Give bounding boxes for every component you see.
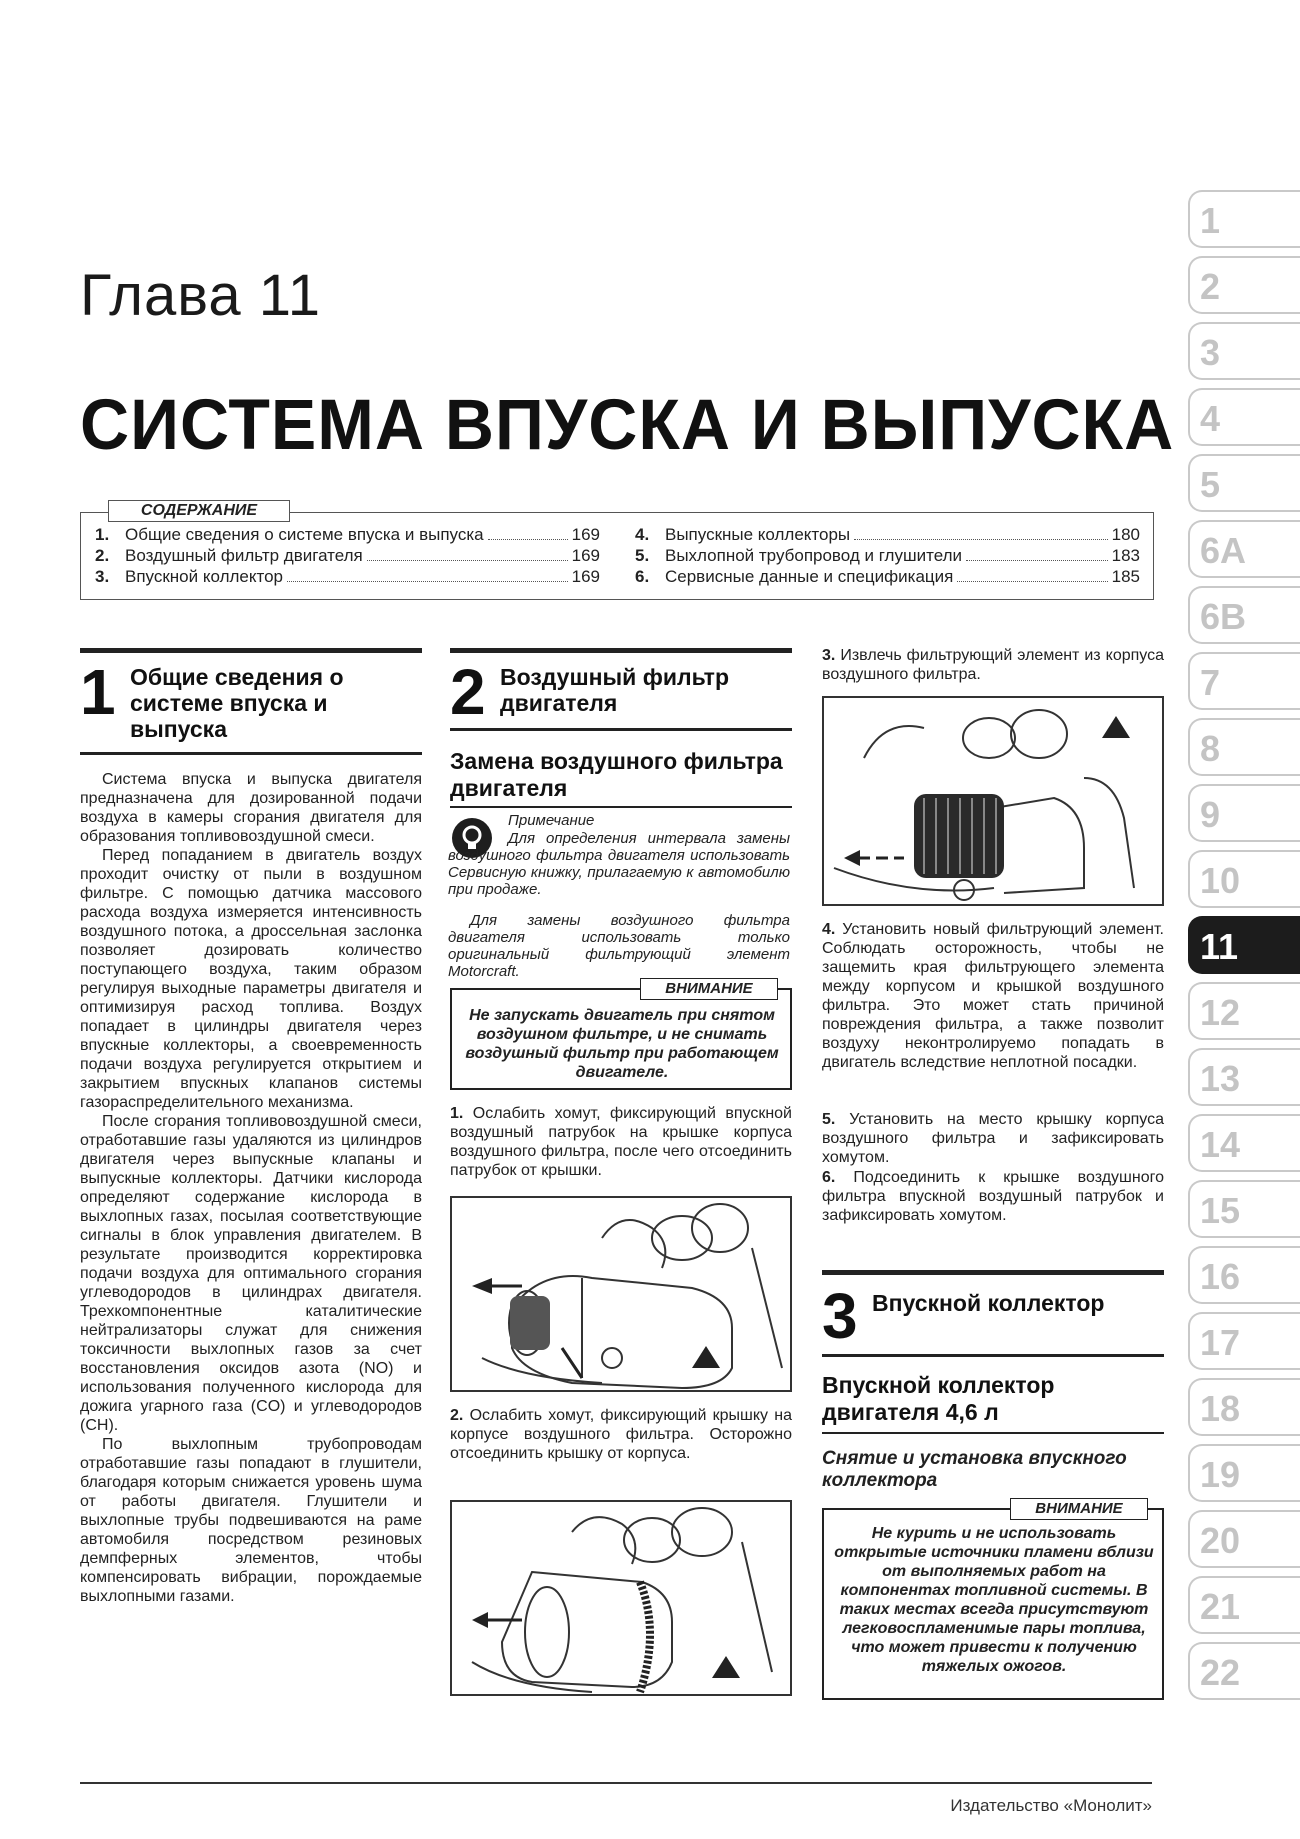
toc-entry-page: 185 (1111, 567, 1140, 586)
chapter-tab[interactable]: 1 (1188, 190, 1300, 248)
paragraph: Перед попаданием в двигатель воздух проходит очистку от пыли в воздушном фильтре. С помощью датчика массового расхода воздуха измеряется интенсивность воздушного потока, а дроссельная заслонка позволяет дозировать количество поступающего воздуха, таким образом регулируя выходные параметры двигателя и оптимизируя расход топлива. Воздух попадает в цилиндры двигателя через впускные коллекторы, а своевременность подачи воздуха регулируется открытием и закрытием впускных клапанов системы газораспределительного механизма. (80, 847, 422, 1111)
section-number: 3 (822, 1280, 858, 1352)
step-text: Установить новый фильтрующий элемент. Соблюдать осторожность, чтобы не защемить края фильтрующего элемента между корпусом и крышкой воздушного фильтра. Это может стать причиной повреждения фильтра, а также позволит воздуху неконтролируемо попадать в двигатель вследствие неплотной посадки. (822, 921, 1164, 1071)
chapter-tab[interactable]: 20 (1188, 1510, 1300, 1568)
subsection-rule (822, 1432, 1164, 1434)
subsection-rule (450, 806, 792, 808)
toc-entry-number: 6. (635, 567, 650, 586)
step-text: Ослабить хомут, фиксирующий крышку на корпусе воздушного фильтра. Осторожно отсоединить крышку от корпуса. (450, 1407, 793, 1462)
toc-entry-page: 180 (1111, 525, 1140, 544)
paragraph: После сгорания топливовоздушной смеси, отработавшие газы удаляются из цилиндров двигателя через выпускные клапаны и выпускные коллекторы. Датчики кислорода определяют содержание кислорода в выхлопных газах, посылая соответствующие сигналы в блок управления двигателем. В результате производится корректировка подачи воздуха для оптимального сгорания углеводородов в цилиндрах двигателя. Трехкомпонентные каталитические нейтрализаторы служат для снижения токсичности выхлопных газов за счет восстановления оксидов азота (NO) и использования полученного кислорода для дожига угарного газа (CO) и углеводородов (CH). (80, 1113, 422, 1434)
chapter-tab[interactable]: 5 (1188, 454, 1300, 512)
toc-entry-number: 5. (635, 546, 650, 565)
toc-entry-title: Воздушный фильтр двигателя (125, 546, 363, 565)
toc-entry-page: 169 (571, 525, 600, 544)
toc-entry-number: 3. (95, 567, 110, 586)
step-1 (450, 1104, 792, 1180)
step-number: 5. (822, 1111, 836, 1128)
step-text: Извлечь фильтрующий элемент из корпуса воздушного фильтра. (822, 647, 1164, 683)
note-text: Для замены воздушного фильтра двигателя использовать только оригинальный фильтрующий элемент Motorcraft. (448, 912, 790, 980)
chapter-tab[interactable]: 2 (1188, 256, 1300, 314)
step-6 (822, 1168, 1164, 1225)
toc-right-column (635, 524, 1140, 587)
section-rule (80, 648, 422, 653)
toc-entry-page: 169 (571, 567, 600, 586)
section-number: 2 (450, 656, 486, 728)
toc-entry-number: 2. (95, 546, 110, 565)
publisher: Издательство «Монолит» (950, 1796, 1152, 1815)
section-title: Общие сведения о системе впуска и выпуска (130, 664, 344, 742)
paragraph: По выхлопным трубопроводам отработавшие газы попадают в глушители, благодаря которым снижается уровень шума от работы двигателя. Глушители и выхлопные трубы подвешиваются на раме автомобиля посредством резиновых демпферных элементов, чтобы компенсировать вибрации, порождаемые выхлопными газами. (80, 1436, 422, 1605)
chapter-tab[interactable]: 22 (1188, 1642, 1300, 1700)
chapter-tab[interactable]: 17 (1188, 1312, 1300, 1370)
step-number: 4. (822, 921, 836, 938)
subsubsection-title: Снятие и установка впускного коллектора (822, 1448, 1127, 1491)
subsection-title: Впускной коллектор двигателя 4,6 л (822, 1372, 1055, 1425)
chapter-tab[interactable]: 12 (1188, 982, 1300, 1040)
step-text: Ослабить хомут, фиксирующий впускной воздушный патрубок на крышке корпуса воздушного фильтра, после чего отсоединить патрубок от крышки. (450, 1105, 792, 1179)
step-3 (822, 646, 1164, 684)
warning-label: ВНИМАНИЕ (640, 978, 778, 1000)
step-5 (822, 1110, 1164, 1167)
section-title: Воздушный фильтр двигателя (500, 664, 730, 716)
warning-label: ВНИМАНИЕ (1010, 1498, 1148, 1520)
toc-entry[interactable] (95, 566, 600, 587)
toc-entry-page: 183 (1111, 546, 1140, 565)
figure-filter-cover-removal (450, 1500, 792, 1696)
warning-text: Не курить и не использовать открытые источники пламени вблизи от выполняемых работ на компонентах топливной системы. В таких местах всегда присутствуют легковоспламенимые пары топлива, что может привести к получению тяжелых ожогов. (834, 1525, 1154, 1675)
toc-entry-number: 4. (635, 525, 650, 544)
section-rule (80, 752, 422, 755)
step-number: 2. (450, 1407, 464, 1424)
chapter-tab[interactable]: 6A (1188, 520, 1300, 578)
step-number: 1. (450, 1105, 464, 1122)
toc-left-column (95, 524, 600, 587)
chapter-tab[interactable]: 19 (1188, 1444, 1300, 1502)
toc-entry-title: Впускной коллектор (125, 567, 283, 586)
section-rule (450, 728, 792, 731)
warning-text: Не запускать двигатель при снятом воздушном фильтре, и не снимать воздушный фильтр при работающем двигателе. (465, 1007, 779, 1081)
chapter-tab[interactable]: 4 (1188, 388, 1300, 446)
step-number: 6. (822, 1169, 836, 1186)
toc-entry[interactable] (635, 524, 1140, 545)
chapter-tab[interactable]: 8 (1188, 718, 1300, 776)
step-text: Установить на место крышку корпуса воздушного фильтра и зафиксировать хомутом. (822, 1111, 1164, 1166)
chapter-tab[interactable]: 10 (1188, 850, 1300, 908)
section-title: Впускной коллектор (872, 1290, 1105, 1316)
footer-rule (80, 1782, 1152, 1784)
chapter-tab[interactable]: 13 (1188, 1048, 1300, 1106)
chapter-tab-active[interactable]: 11 (1188, 916, 1300, 974)
chapter-tab[interactable]: 3 (1188, 322, 1300, 380)
chapter-tab[interactable]: 15 (1188, 1180, 1300, 1238)
toc-entry-page: 169 (571, 546, 600, 565)
toc-entry[interactable] (635, 566, 1140, 587)
toc-entry[interactable] (95, 524, 600, 545)
subsection-title: Замена воздушного фильтра двигателя (450, 748, 783, 801)
paragraph: Система впуска и выпуска двигателя предназначена для дозированной подачи воздуха в камеры сгорания двигателя для образования топливовоздушной смеси. (80, 771, 422, 845)
toc-entry-title: Общие сведения о системе впуска и выпуска (125, 525, 484, 544)
chapter-tab[interactable]: 21 (1188, 1576, 1300, 1634)
chapter-title: СИСТЕМА ВПУСКА И ВЫПУСКА (80, 385, 1175, 465)
section-rule (822, 1270, 1164, 1275)
note-label: Примечание (508, 812, 595, 829)
toc-entry-title: Сервисные данные и спецификация (665, 567, 954, 586)
toc-entry-title: Выпускные коллекторы (665, 525, 851, 544)
toc-entry-number: 1. (95, 525, 110, 544)
toc-entry-title: Выхлопной трубопровод и глушители (665, 546, 963, 565)
chapter-tab[interactable]: 16 (1188, 1246, 1300, 1304)
toc-label: СОДЕРЖАНИЕ (108, 500, 290, 522)
figure-filter-element-removal (822, 696, 1164, 906)
step-number: 3. (822, 647, 836, 664)
step-4 (822, 920, 1164, 1072)
chapter-tab[interactable]: 6B (1188, 586, 1300, 644)
note-text: Для определения интервала замены воздушного фильтра двигателя использовать Сервисную книжку, прилагаемую к автомобилю при продаже. (448, 830, 790, 898)
chapter-tab[interactable]: 7 (1188, 652, 1300, 710)
toc-entry[interactable] (95, 545, 600, 566)
section-number: 1 (80, 656, 116, 728)
section-1-body (80, 770, 422, 1606)
figure-intake-duct-removal (450, 1196, 792, 1392)
chapter-tab[interactable]: 14 (1188, 1114, 1300, 1172)
step-text: Подсоединить к крышке воздушного фильтра впускной воздушный патрубок и зафиксировать хомутом. (822, 1169, 1164, 1224)
chapter-tab[interactable]: 18 (1188, 1378, 1300, 1436)
step-2 (450, 1406, 792, 1463)
section-rule (822, 1354, 1164, 1357)
chapter-label: Глава 11 (80, 263, 321, 328)
section-rule (450, 648, 792, 653)
toc-entry[interactable] (635, 545, 1140, 566)
chapter-tab[interactable]: 9 (1188, 784, 1300, 842)
